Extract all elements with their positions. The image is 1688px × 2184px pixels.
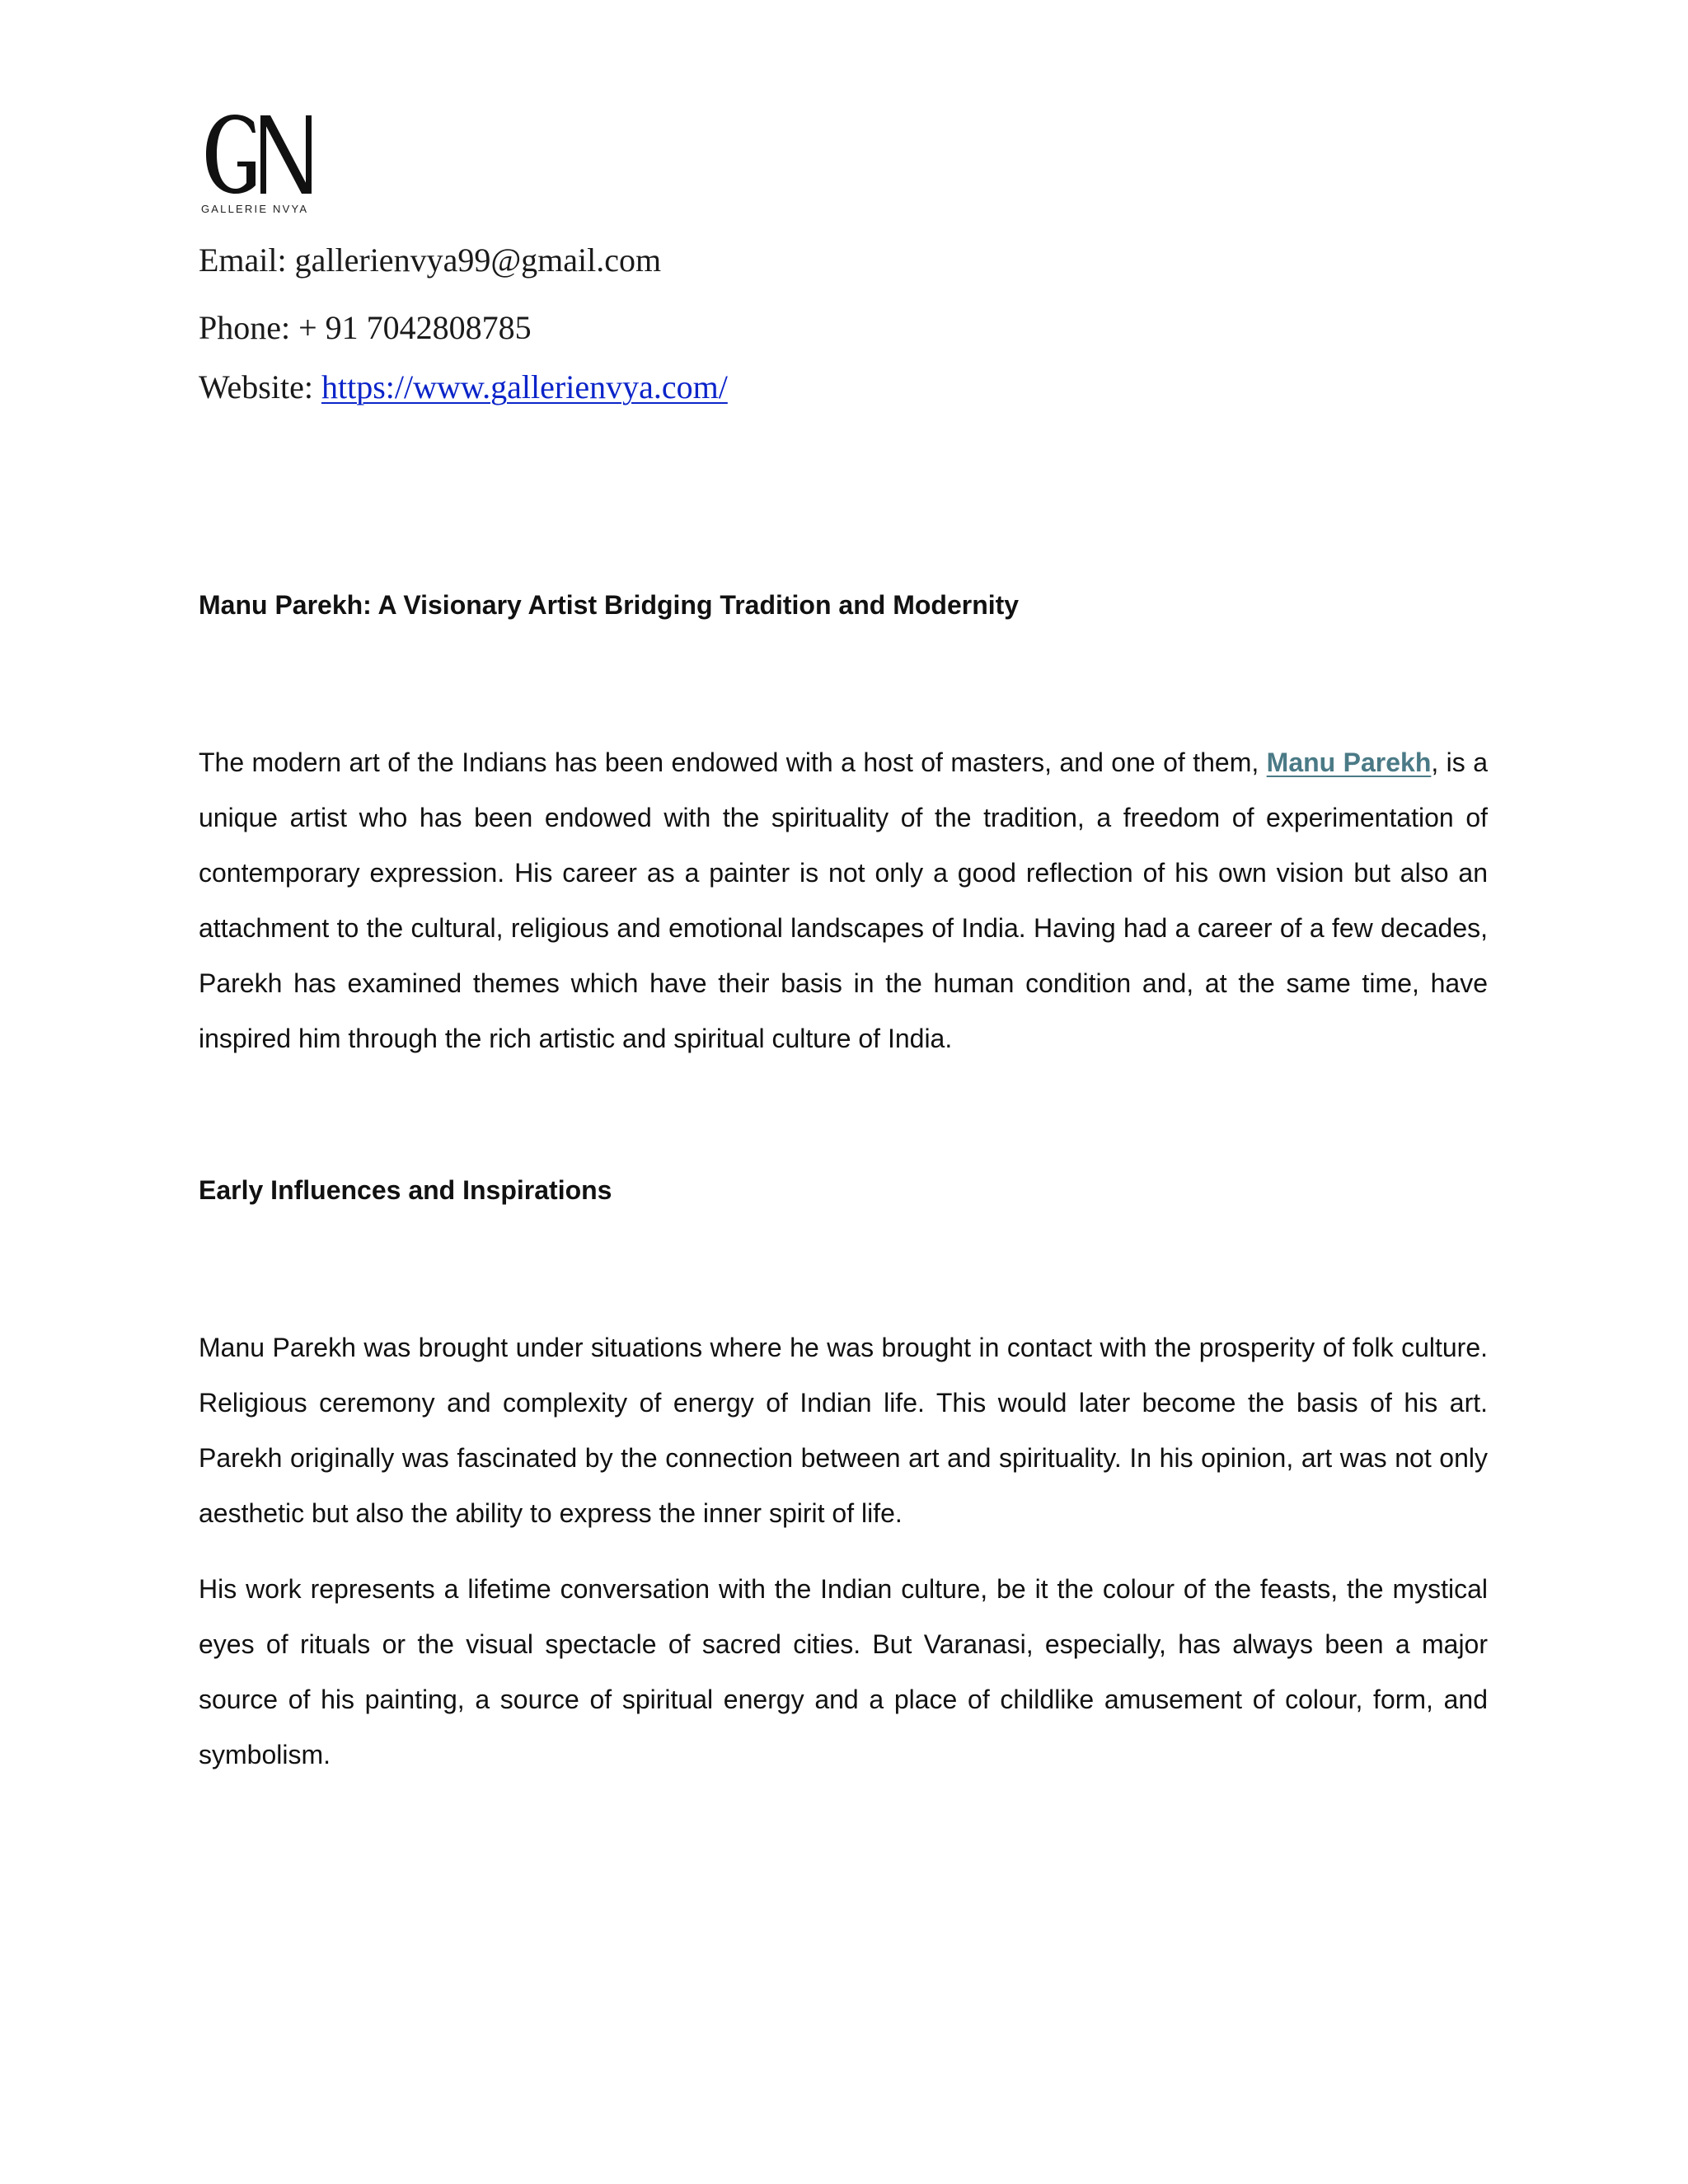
phone-value: + 91 7042808785 (298, 309, 532, 346)
artist-link[interactable]: Manu Parekh (1266, 748, 1432, 777)
email-label: Email: (199, 241, 287, 279)
intro-text-before-link: The modern art of the Indians has been endowed with a host of masters, and one of them, (199, 748, 1267, 777)
gallery-logo (201, 110, 325, 219)
phone-label: Phone: (199, 309, 291, 346)
gn-monogram-icon (201, 110, 325, 199)
early-influences-paragraph-1: Manu Parekh was brought under situations where he was brought in contact with the prosperity of folk culture. Religious ceremony and complexity of energy of Indian life. This would later become the basis of his art. Parekh originally was fascinated by the connection between art and spirituality. In his opinion, art was not only aesthetic but also the ability to express the inner spirit of life. (199, 1333, 1488, 1528)
intro-paragraph (199, 735, 1488, 1066)
contact-email (199, 241, 661, 280)
intro-text-after-link: , is a unique artist who has been endowed with the spirituality of the tradition, a freedom of experimentation of contemporary expression. His career as a painter is not only a good reflection of his own vision but also an attachment to the cultural, religious and emotional landscapes of India. Having had a career of a few decades, Parekh has examined themes which have their basis in the human condition and, at the same time, have inspired him through the rich artistic and spiritual culture of India. (199, 748, 1489, 1053)
article-title: Manu Parekh: A Visionary Artist Bridging Tradition and Modernity (199, 590, 1020, 620)
early-influences-paragraph-2: His work represents a lifetime conversation with the Indian culture, be it the colour of the feasts, the mystical eyes of rituals or the visual spectacle of sacred cities. But Varanasi, especially, has always been a major source of his painting, a source of spiritual energy and a place of childlike amusement of colour, form, and symbolism. (199, 1574, 1488, 1769)
website-label: Website: (199, 368, 313, 405)
contact-phone (199, 308, 532, 348)
contact-website (199, 368, 728, 407)
logo-caption: GALLERIE NVYA (201, 203, 309, 215)
email-value: gallerienvya99@gmail.com (294, 241, 662, 279)
section-heading-early-influences: Early Influences and Inspirations (199, 1175, 612, 1205)
website-link[interactable]: https://www.gallerienvya.com/ (321, 368, 728, 405)
